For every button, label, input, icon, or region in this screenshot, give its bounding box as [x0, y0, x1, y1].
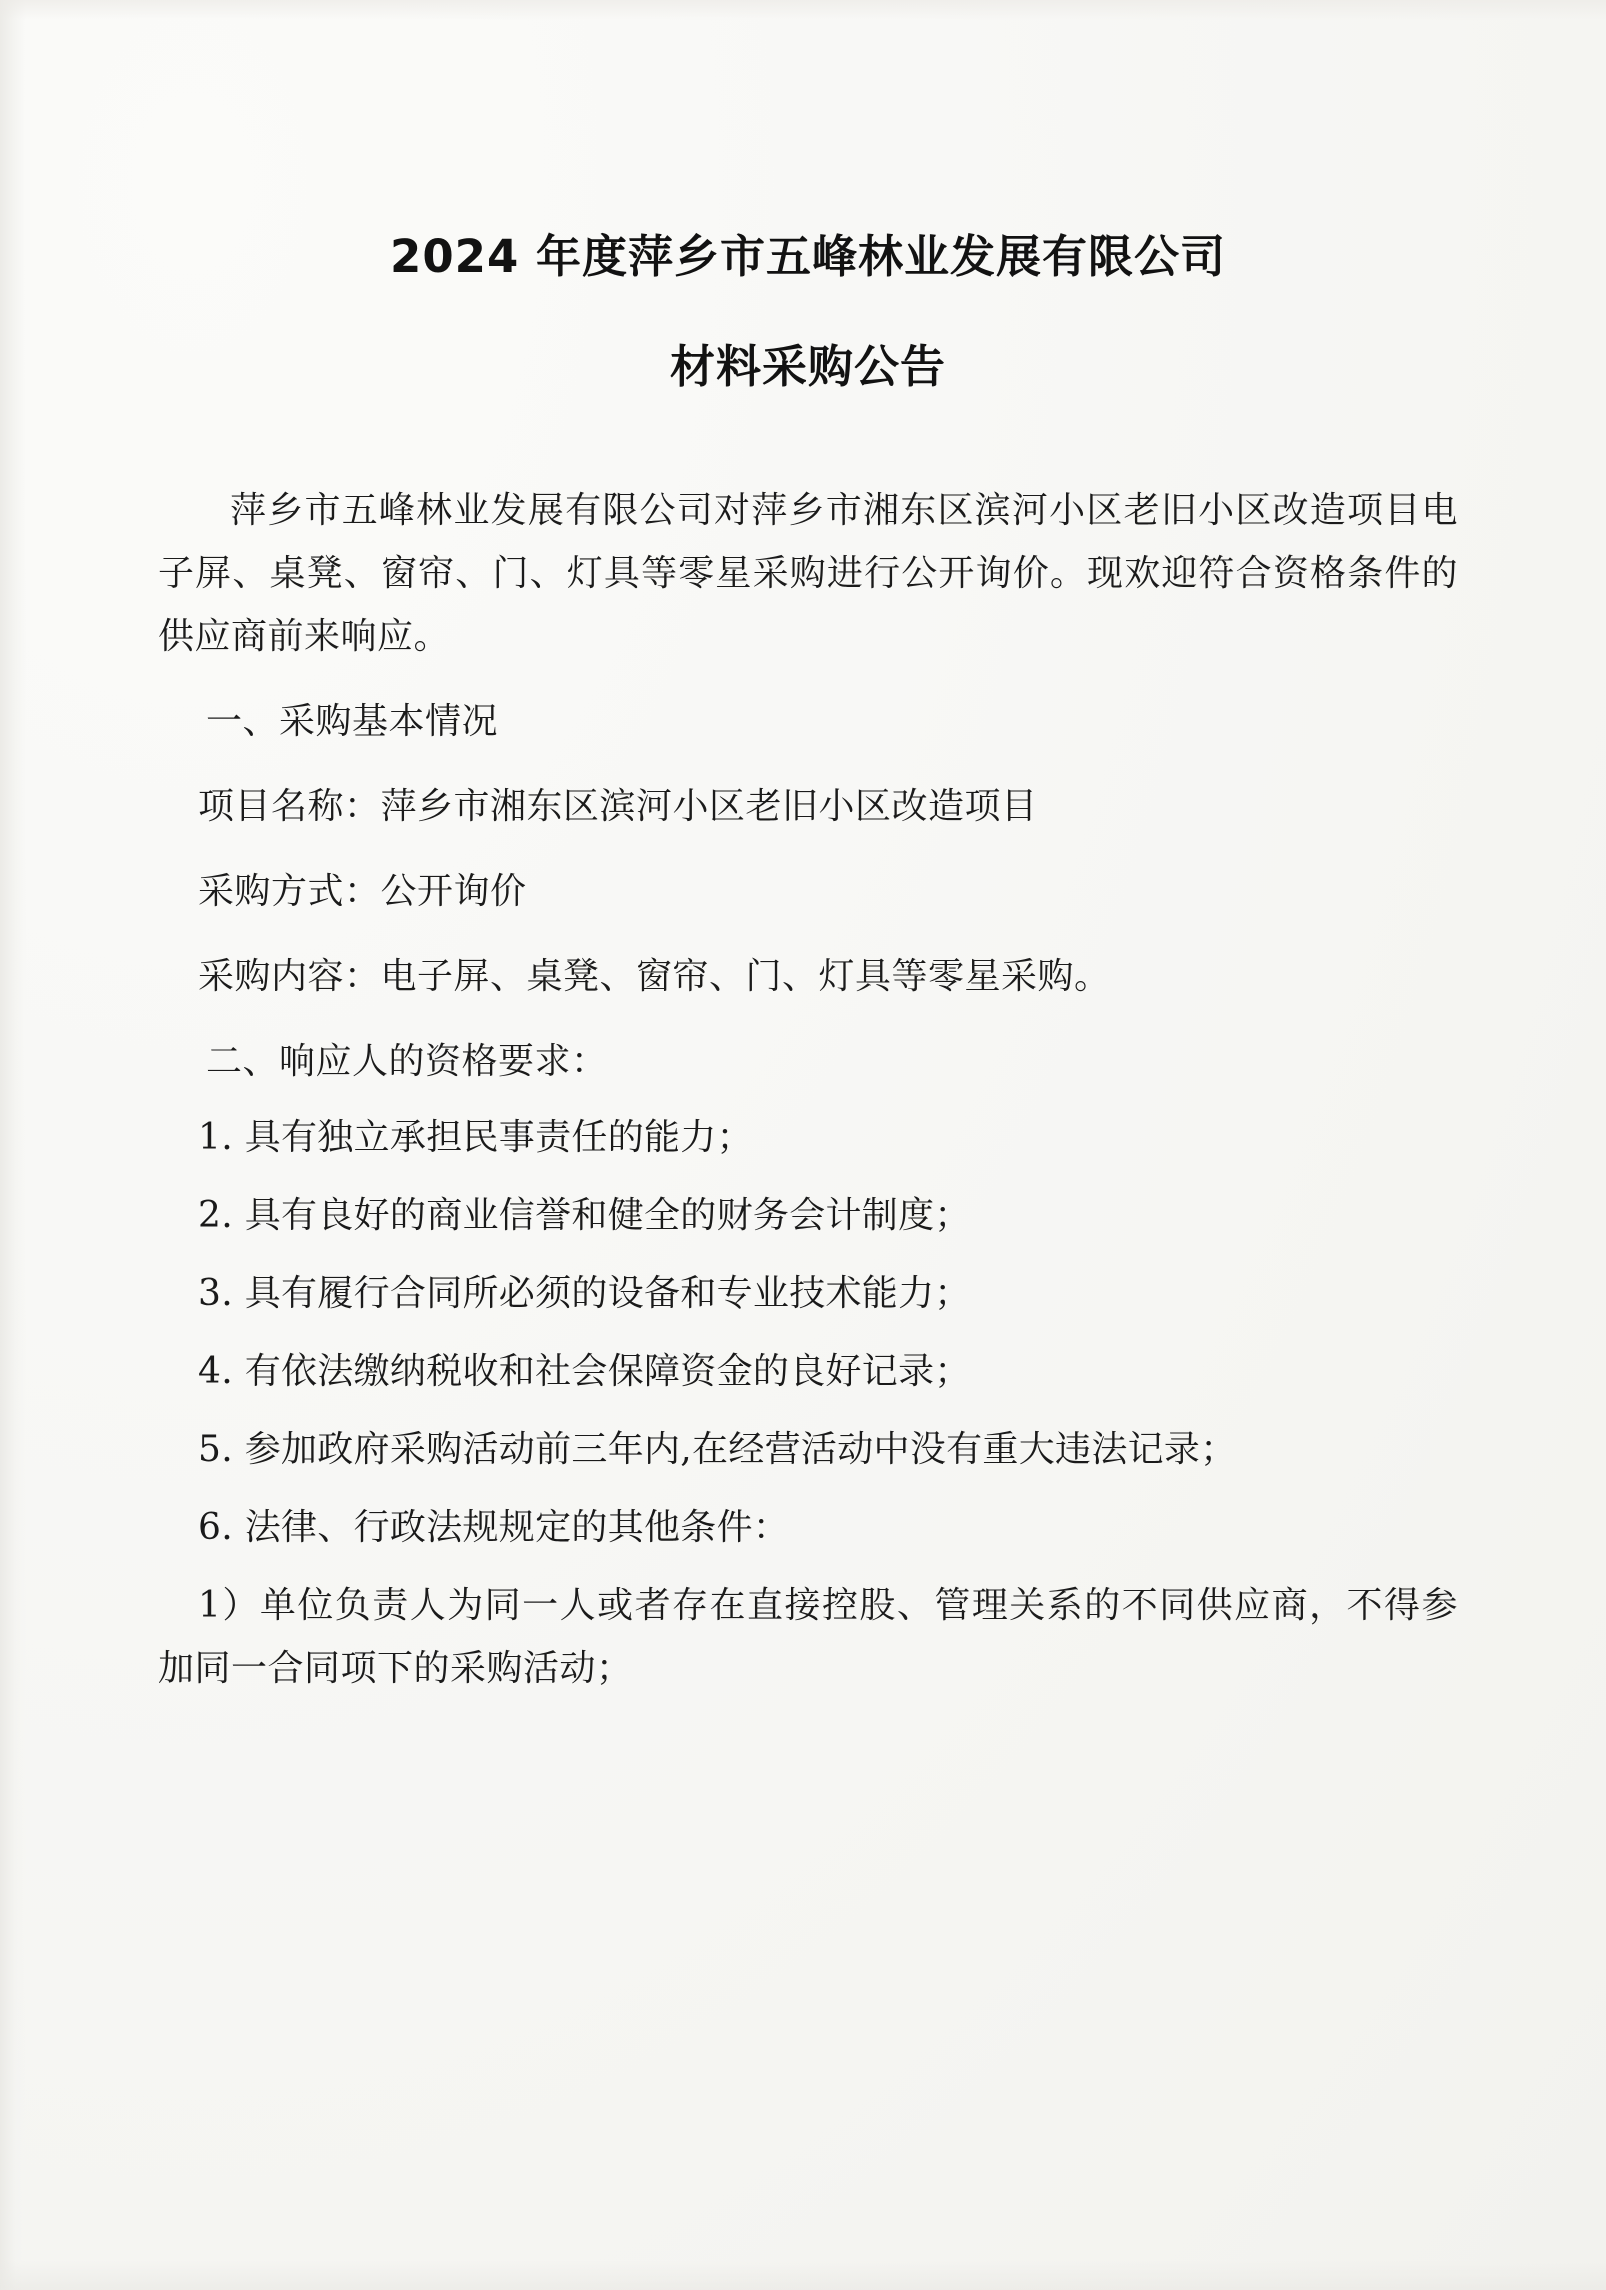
paper-edge-bottom [0, 2260, 1606, 2290]
document-body [158, 479, 1458, 1700]
section-2-item-3: 3. 具有履行合同所必须的设备和专业技术能力； [198, 1272, 971, 1314]
section-2-item-6: 6. 法律、行政法规规定的其他条件： [198, 1506, 790, 1548]
section-1-item-procurement-content: 采购内容：电子屏、桌凳、窗帘、门、灯具等零星采购。 [198, 956, 1111, 997]
document-title-block [158, 232, 1458, 391]
document-title-line-1: 2024 年度萍乡市五峰林业发展有限公司 [390, 230, 1226, 283]
section-2-item-4: 4. 有依法缴纳税收和社会保障资金的良好记录； [198, 1350, 971, 1392]
section-2-item-5: 5. 参加政府采购活动前三年内,在经营活动中没有重大违法记录； [198, 1428, 1237, 1470]
section-2-item-2: 2. 具有良好的商业信誉和健全的财务会计制度； [198, 1194, 971, 1236]
section-1-item-project-name: 项目名称：萍乡市湘东区滨河小区老旧小区改造项目 [198, 786, 1038, 827]
section-2-item-1: 1. 具有独立承担民事责任的能力； [198, 1117, 753, 1158]
paper-edge-left [0, 0, 26, 2290]
section-2-sub-item-1: 1）单位负责人为同一人或者存在直接控股、管理关系的不同供应商，不得参加同一合同项下的采购活动； [158, 1585, 1458, 1690]
intro-paragraph: 萍乡市五峰林业发展有限公司对萍乡市湘东区滨河小区老旧小区改造项目电子屏、桌凳、窗帘、门、灯具等零星采购进行公开询价。现欢迎符合资格条件的供应商前来响应。 [158, 490, 1458, 657]
section-2-heading: 二、响应人的资格要求： [206, 1041, 608, 1082]
section-1-item-procurement-method: 采购方式：公开询价 [198, 871, 527, 912]
section-1-heading: 一、采购基本情况 [206, 701, 499, 742]
document-content [158, 0, 1458, 1722]
document-title-line-2: 材料采购公告 [669, 339, 946, 393]
